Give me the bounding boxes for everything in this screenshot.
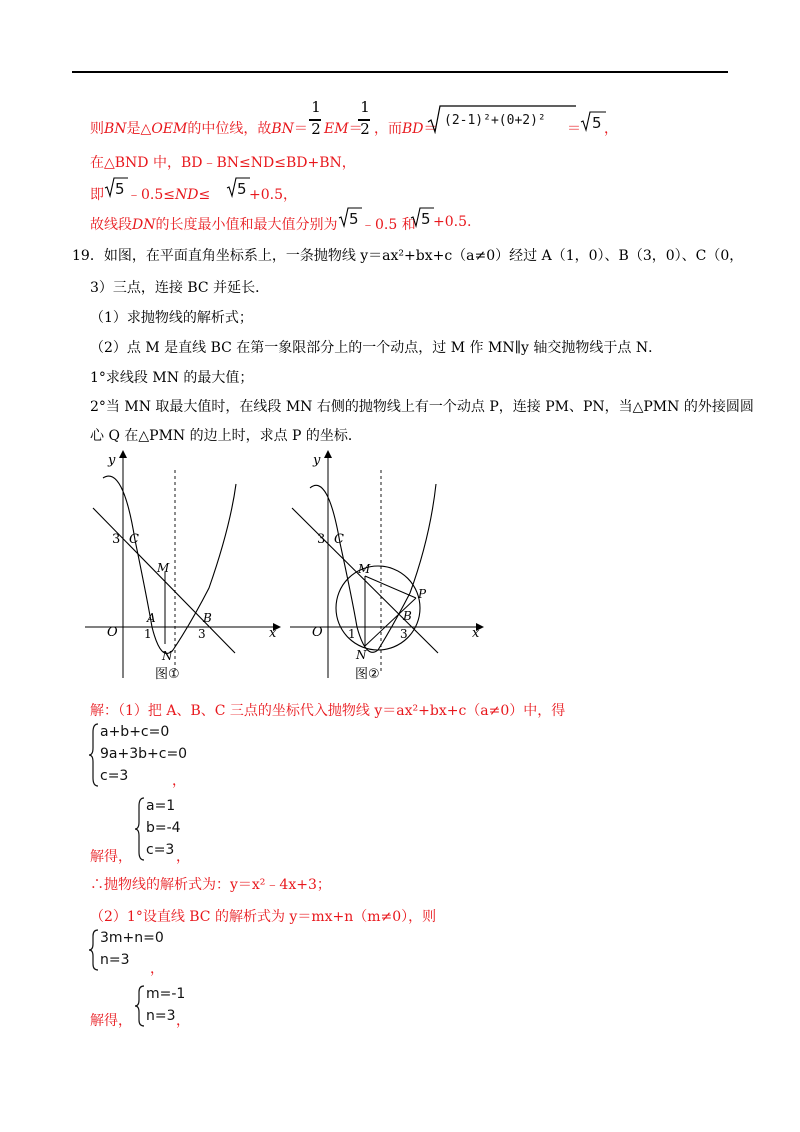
fraction-denominator-1: 2: [311, 120, 321, 138]
question-19-part-2-2b: 心 Q 在△PMN 的边上时，求点 P 的坐标．: [90, 428, 362, 444]
brace-icon: [88, 928, 100, 972]
point-m-label: M: [358, 562, 371, 576]
question-19-part-2-2: 2°当 MN 取最大值时，在线段 MN 右侧的抛物线上有一个动点 P，连接 PM、PN，当△PMN 的外接圆圆: [90, 399, 754, 415]
question-19-line-1: 19．如图，在平面直角坐标系上，一条抛物线 y＝ax²+bx+c（a≠0）经过 A（1，0）、B（3，0）、C（0，: [72, 248, 744, 264]
solution-jiede-1: 解得，: [90, 849, 132, 865]
point-a-label: A: [147, 611, 156, 625]
point-c-label: C: [129, 532, 139, 547]
x-label: x: [269, 626, 277, 641]
question-19-part-2-1: 1°求线段 MN 的最大值；: [90, 370, 254, 386]
tick-3x-label: 3: [400, 627, 408, 641]
question-19-line-2: 3）三点，连接 BC 并延长．: [90, 280, 270, 296]
equation-row: 9a+3b+c=0: [100, 746, 188, 762]
fraction-numerator-1: 1: [311, 98, 321, 116]
solution-line-1c: ，而BD＝: [374, 121, 438, 137]
sqrt-value: 5: [421, 210, 431, 228]
solution-step-3: ∴抛物线的解析式为：y＝x²﹣4x+3；: [90, 877, 331, 893]
sqrt-value: 5: [592, 114, 602, 132]
point-b-label: B: [203, 611, 212, 625]
solution-line-2: 在△BND 中，BD﹣BN≤ND≤BD+BN，: [90, 155, 356, 171]
equation-row: c=3: [146, 842, 175, 858]
equation-row: n=3: [100, 952, 130, 968]
figure-1-caption: 图①: [155, 667, 180, 682]
equation-row: 3m+n=0: [100, 930, 164, 946]
question-19-part-2: （2）点 M 是直线 BC 在第一象限部分上的一个动点，过 M 作 MN∥y 轴交抛物线于点 N．: [90, 340, 663, 356]
header-rule: [72, 71, 728, 73]
origin-label: O: [107, 625, 118, 640]
solution-line-4c: +0.5.: [433, 214, 472, 230]
solution-line-4a: 故线段DN的长度最小值和最大值分别为: [90, 217, 338, 233]
solution-line-4b: ﹣0.5 和: [361, 217, 416, 233]
point-n-label: N: [356, 648, 367, 662]
point-c-label: C: [334, 532, 344, 547]
y-label: y: [108, 453, 116, 468]
sqrt-value: 5: [115, 180, 125, 198]
radical-content: (2-1)²+(0+2)²: [444, 113, 546, 128]
solution-jiede-2: 解得，: [90, 1013, 132, 1029]
solution-line-1: 则BN是△OEM的中位线，故BN＝: [90, 121, 308, 137]
x-label: x: [472, 626, 480, 641]
point-b-label: B: [403, 609, 412, 623]
equation-row: m=-1: [146, 986, 186, 1002]
solution-line-1b: EM＝: [324, 121, 363, 137]
figure-2-caption: 图②: [355, 667, 380, 682]
solution-step-4: （2）1°设直线 BC 的解析式为 y＝mx+n（m≠0），则: [90, 909, 437, 925]
point-m-label: M: [157, 561, 170, 575]
equation-row: c=3: [100, 768, 129, 784]
comma: ，: [176, 849, 190, 865]
tick-1-label: 1: [144, 627, 152, 641]
question-19-part-1: （1）求抛物线的解析式；: [90, 310, 253, 326]
brace-icon: [134, 984, 146, 1028]
equation-row: b=-4: [146, 820, 181, 836]
solution-step-1: 解：（1）把 A、B、C 三点的坐标代入抛物线 y＝ax²+bx+c（a≠0）中，得: [90, 703, 566, 719]
fraction-numerator-2: 1: [360, 98, 370, 116]
equation-row: n=3: [146, 1008, 176, 1024]
solution-line-3a: 即: [90, 187, 104, 203]
solution-line-3b: ﹣0.5≤ND≤: [127, 187, 211, 203]
point-p-label: P: [418, 587, 427, 601]
brace-icon: [88, 722, 100, 788]
tick-3-label: 3: [112, 532, 121, 547]
equation-row: a=1: [146, 798, 176, 814]
solution-line-3c: +0.5，: [249, 187, 297, 203]
comma: ，: [150, 961, 164, 977]
comma: ，: [604, 121, 618, 137]
point-n-label: N: [162, 649, 173, 663]
origin-label: O: [312, 625, 323, 640]
equals-sign: ＝: [567, 121, 581, 137]
brace-icon: [134, 796, 146, 862]
fraction-denominator-2: 2: [360, 120, 370, 138]
comma: ，: [172, 773, 186, 789]
tick-3-label: 3: [317, 532, 326, 547]
sqrt-value: 5: [237, 180, 247, 198]
comma: ，: [176, 1013, 190, 1029]
figure-1: [85, 448, 285, 684]
equation-row: a+b+c=0: [100, 724, 170, 740]
figure-2: [290, 448, 490, 684]
sqrt-value: 5: [349, 210, 359, 228]
tick-1-label: 1: [348, 627, 356, 641]
tick-3x-label: 3: [198, 627, 206, 641]
y-label: y: [313, 453, 321, 468]
